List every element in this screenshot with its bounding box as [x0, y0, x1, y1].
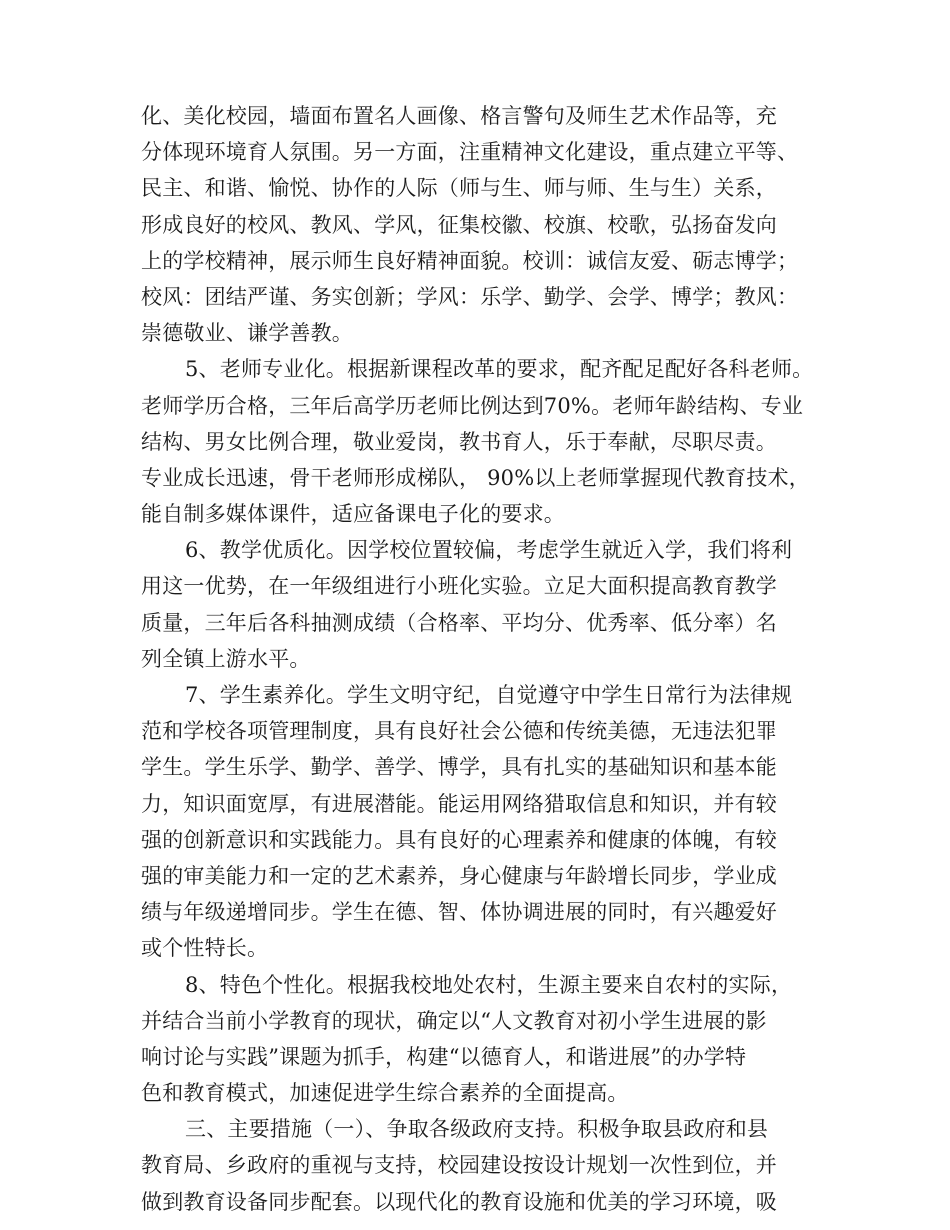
text-line: 7、学生素养化。学生文明守纪，自觉遵守中学生日常行为法律规	[185, 683, 793, 707]
text-line: 老师学历合格，三年后高学历老师比例达到70%。老师年龄结构、专业	[141, 393, 804, 418]
text-line: 并结合当前小学教育的现状，确定以“人文教育对初小学生进展的影	[141, 1008, 767, 1033]
text-line: 分体现环境育人氛围。另一方面，注重精神文化建设，重点建立平等、	[141, 140, 799, 165]
text-line: 校风：团结严谨、务实创新；学风：乐学、勤学、会学、博学；教风：	[141, 284, 799, 309]
text-line: 三、主要措施（一）、争取各级政府支持。积极争取县政府和县	[185, 1117, 769, 1142]
text-line: 用这一优势，在一年级组进行小班化实验。立足大面积提高教育教学	[141, 574, 777, 599]
text-line: 色和教育模式，加速促进学生综合素养的全面提高。	[141, 1081, 629, 1106]
text-line: 或个性特长。	[141, 936, 269, 961]
text-line: 能自制多媒体课件，适应备课电子化的要求。	[141, 502, 565, 527]
text-line: 上的学校精神，展示师生良好精神面貌。校训：诚信友爱、砺志博学；	[141, 248, 799, 273]
text-line: 8、特色个性化。根据我校地处农村，生源主要来自农村的实际，	[185, 972, 793, 997]
text-line: 强的审美能力和一定的艺术素养，身心健康与年龄增长同步，学业成	[141, 863, 777, 888]
text-line: 教育局、乡政府的重视与支持，校园建设按设计规划一次性到位，并	[141, 1153, 777, 1178]
text-line: 6、教学优质化。因学校位置较偏，考虑学生就近入学，我们将利	[185, 538, 793, 563]
text-line: 力，知识面宽厚，有进展潜能。能运用网络猎取信息和知识，并有较	[141, 791, 777, 816]
text-line: 列全镇上游水平。	[141, 646, 311, 671]
text-line: 做到教育设备同步配套。以现代化的教育设施和优美的学习环境，吸	[141, 1189, 777, 1214]
text-line: 民主、和谐、愉悦、协作的人际（师与生、师与师、生与生）关系，	[141, 176, 777, 201]
text-line: 崇德敬业、谦学善教。	[141, 321, 353, 346]
text-line: 专业成长迅速，骨干老师形成梯队， 90%以上老师掌握现代教育技术，	[141, 465, 810, 490]
text-line: 质量，三年后各科抽测成绩（合格率、平均分、优秀率、低分率）名	[141, 610, 777, 635]
text-line: 5、老师专业化。根据新课程改革的要求，配齐配足配好各科老师。	[185, 357, 814, 382]
text-line: 形成良好的校风、教风、学风，征集校徽、校旗、校歌，弘扬奋发向	[141, 212, 777, 237]
text-line: 响讨论与实践”课题为抓手，构建“以德育人，和谐进展”的办学特	[141, 1044, 747, 1069]
text-line: 范和学校各项管理制度，具有良好社会公德和传统美德，无违法犯罪	[141, 719, 777, 744]
document-body	[141, 98, 841, 1220]
text-line: 强的创新意识和实践能力。具有良好的心理素养和健康的体魄，有较	[141, 827, 777, 852]
text-line: 结构、男女比例合理，敬业爱岗，教书育人，乐于奉献，尽职尽责。	[141, 429, 777, 454]
text-line: 学生。学生乐学、勤学、善学、博学，具有扎实的基础知识和基本能	[141, 755, 777, 780]
text-line: 化、美化校园，墙面布置名人画像、格言警句及师生艺术作品等，充	[141, 104, 777, 128]
text-line: 绩与年级递增同步。学生在德、智、体协调进展的同时，有兴趣爱好	[141, 900, 777, 925]
